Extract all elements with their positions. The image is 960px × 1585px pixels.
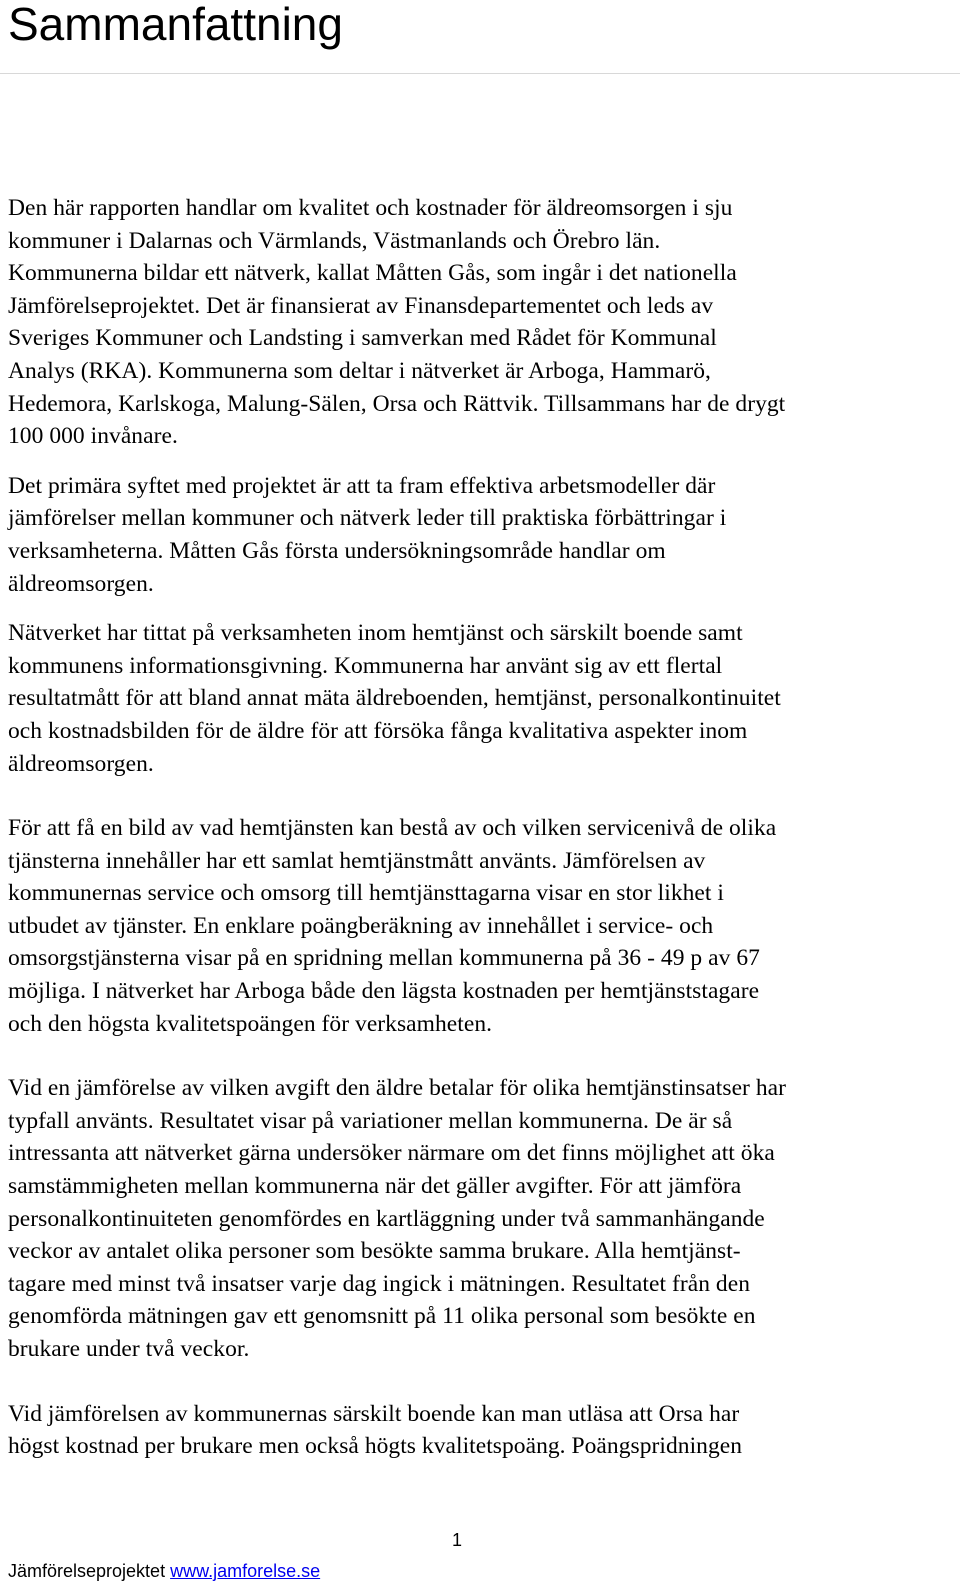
title-divider [0, 73, 960, 74]
text-line: omsorgstjänsterna visar på en spridning mellan kommunerna på 36 - 49 p av 67 [8, 945, 760, 972]
text-line: jämförelser mellan kommuner och nätverk leder till praktiska förbättringar i [8, 505, 727, 532]
text-line: Sveriges Kommuner och Landsting i samverkan med Rådet för Kommunal [8, 325, 717, 352]
page-title: Sammanfattning [8, 0, 343, 50]
text-line: tagare med minst två insatser varje dag ingick i mätningen. Resultatet från den [8, 1270, 751, 1297]
text-line: Det primära syftet med projektet är att ta fram effektiva arbetsmodeller där [8, 472, 716, 499]
paragraph-purpose [8, 470, 958, 600]
text-line: verksamheterna. Måtten Gås första undersökningsområde handlar om [8, 537, 666, 564]
text-line: intressanta att nätverket gärna undersöker närmare om det finns möjlighet att öka [8, 1140, 775, 1167]
text-line: kommunernas service och omsorg till hemtjänsttagarna visar en stor likhet i [8, 880, 724, 907]
text-line: möjliga. I nätverket har Arboga både den lägsta kostnaden per hemtjänststagare [8, 978, 760, 1005]
text-line: äldreomsorgen. [8, 750, 154, 777]
page-footer [8, 1560, 320, 1582]
text-line: typfall använts. Resultatet visar på variationer mellan kommunerna. De är så [8, 1107, 733, 1134]
text-line: kommuner i Dalarnas och Värmlands, Västmanlands och Örebro län. [8, 227, 661, 254]
text-line: personalkontinuiteten genomfördes en kartläggning under två sammanhängande [8, 1205, 765, 1232]
text-line: Den här rapporten handlar om kvalitet och kostnader för äldreomsorgen i sju [8, 195, 733, 221]
text-line: Vid en jämförelse av vilken avgift den äldre betalar för olika hemtjänstinsatser har [8, 1075, 787, 1102]
text-line: 100 000 invånare. [8, 423, 178, 450]
paragraph-scope [8, 617, 958, 780]
text-line: och den högsta kvalitetspoängen för verksamheten. [8, 1010, 493, 1037]
text-line: För att få en bild av vad hemtjänsten kan bestå av och vilken servicenivå de olika [8, 815, 777, 842]
paragraph-fees [8, 1072, 958, 1365]
page-number: 1 [451, 1530, 462, 1550]
text-line: äldreomsorgen. [8, 570, 154, 597]
text-line: utbudet av tjänster. En enklare poängberäkning av innehållet i service- och [8, 912, 714, 939]
text-line: högst kostnad per brukare men också högts kvalitetspoäng. Poängspridningen [8, 1433, 743, 1460]
text-line: Hedemora, Karlskoga, Malung-Sälen, Orsa och Rättvik. Tillsammans har de drygt [8, 390, 786, 417]
paragraph-special-housing [8, 1398, 958, 1463]
text-line: Vid jämförelsen av kommunernas särskilt boende kan man utläsa att Orsa har [8, 1400, 740, 1427]
text-line: Kommunerna bildar ett nätverk, kallat Måtten Gås, som ingår i det nationella [8, 260, 737, 287]
text-line: Nätverket har tittat på verksamheten inom hemtjänst och särskilt boende samt [8, 620, 743, 647]
text-line: Analys (RKA). Kommunerna som deltar i nätverket är Arboga, Hammarö, [8, 357, 711, 384]
footer-link[interactable]: www.jamforelse.se [170, 1561, 321, 1581]
text-line: och kostnadsbilden för de äldre för att försöka fånga kvalitativa aspekter inom [8, 717, 748, 744]
text-line: resultatmått för att bland annat mäta äldreboenden, hemtjänst, personalkontinuitet [8, 685, 781, 712]
text-line: brukare under två veckor. [8, 1336, 250, 1362]
text-line: samstämmigheten mellan kommunerna när det gäller avgifter. För att jämföra [8, 1173, 742, 1200]
text-line: veckor av antalet olika personer som besökte samma brukare. Alla hemtjänst- [8, 1238, 741, 1265]
paragraph-homecare [8, 812, 958, 1040]
text-line: Jämförelseprojektet. Det är finansierat av Finansdepartementet och leds av [8, 292, 714, 319]
text-line: kommunens informationsgivning. Kommunerna har använt sig av ett flertal [8, 652, 723, 679]
document-body [8, 192, 958, 1463]
paragraph-intro [8, 192, 958, 453]
footer-label: Jämförelseprojektet [8, 1561, 166, 1581]
text-line: genomförda mätningen gav ett genomsnitt på 11 olika personal som besökte en [8, 1303, 756, 1330]
text-line: tjänsterna innehåller har ett samlat hemtjänstmått använts. Jämförelsen av [8, 847, 706, 874]
